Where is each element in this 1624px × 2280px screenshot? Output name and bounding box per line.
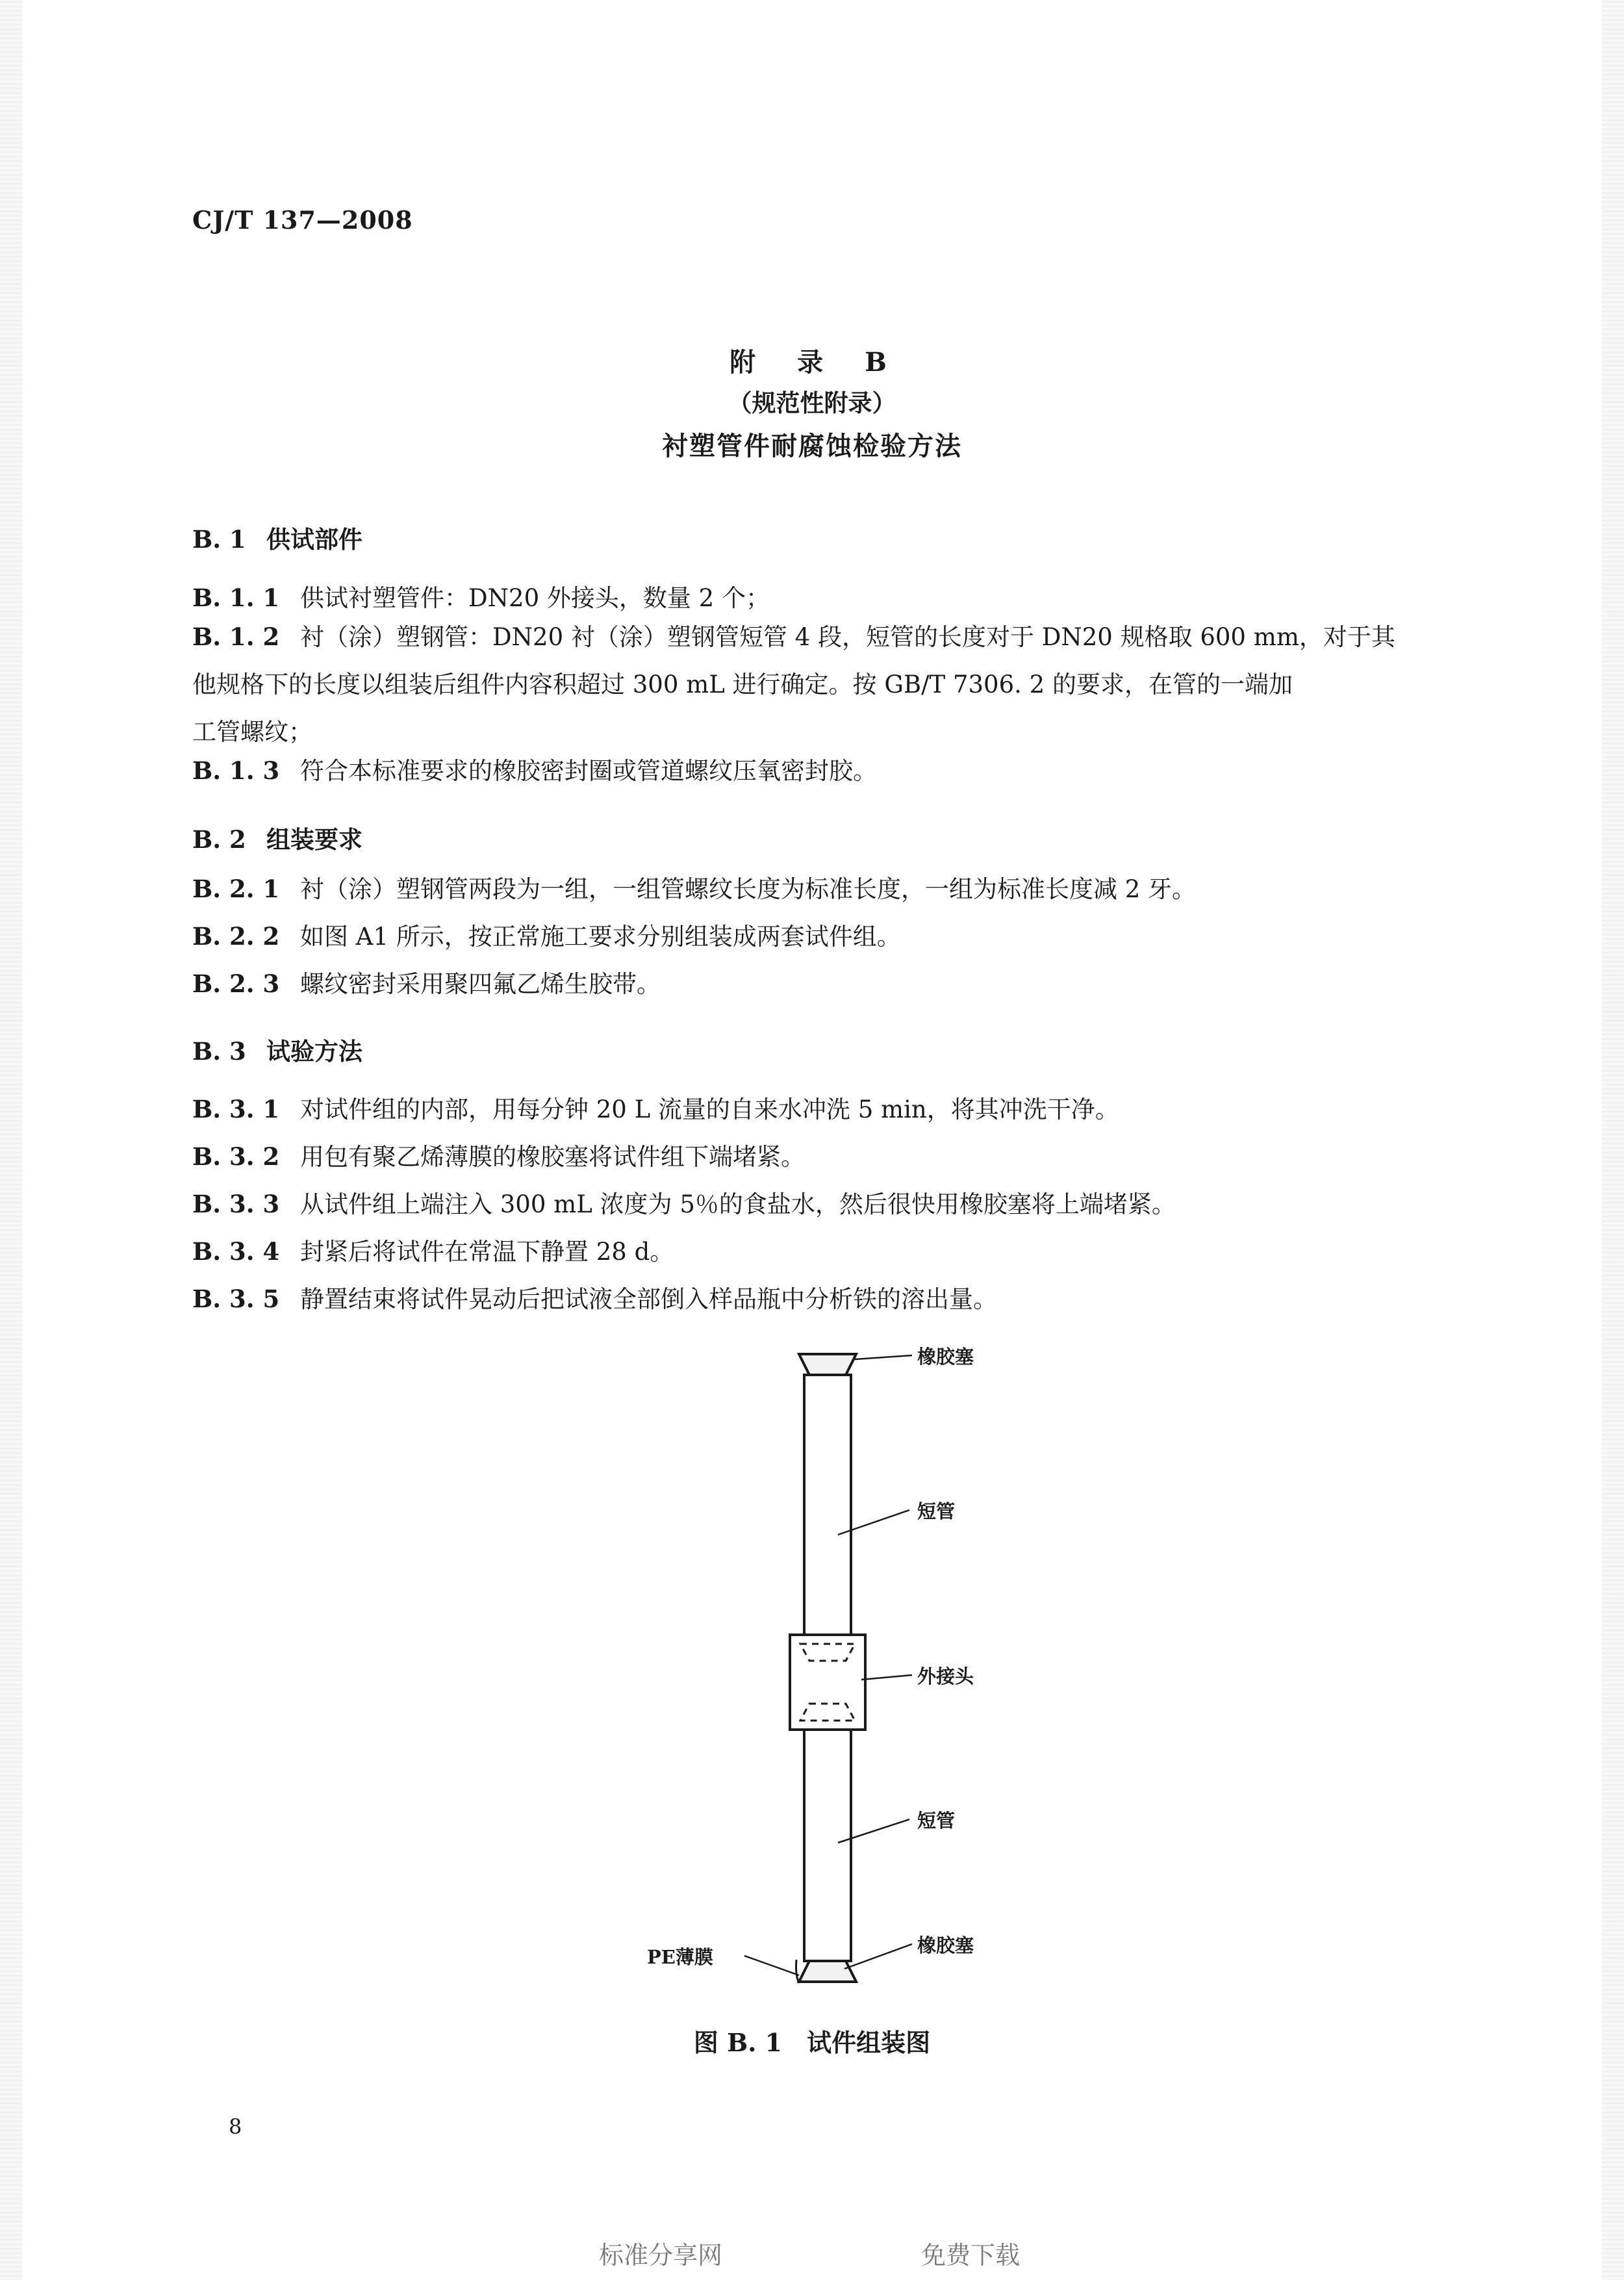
page-number: 8 <box>229 2114 242 2139</box>
section-title: 组装要求 <box>266 825 362 854</box>
section-number: B. 1 <box>192 525 246 554</box>
clause-number: B. 2. 3 <box>192 969 280 998</box>
clause-number: B. 1. 2 <box>192 622 280 651</box>
appendix-title: 附 录 B <box>730 347 894 378</box>
pe-film-shape <box>796 1960 800 1983</box>
lower-pipe-shape <box>804 1730 851 1961</box>
section-title: 试验方法 <box>266 1037 362 1066</box>
label-coupling: 外接头 <box>917 1665 974 1687</box>
clause-number: B. 3. 3 <box>192 1190 280 1218</box>
clause-number: B. 1. 1 <box>192 583 280 612</box>
clause-number: B. 3. 5 <box>192 1285 280 1313</box>
clause-number: B. 1. 3 <box>192 756 280 785</box>
footer-watermark-left: 标准分享网 <box>599 2241 723 2270</box>
section-number: B. 3 <box>192 1037 246 1066</box>
figure-caption: 图 B. 1 试件组装图 <box>693 2028 931 2057</box>
clause-text: 供试衬塑管件：DN20 外接头，数量 2 个； <box>300 584 770 612</box>
clause-text: 用包有聚乙烯薄膜的橡胶塞将试件组下端堵紧。 <box>300 1143 805 1171</box>
standard-code: CJ/T 137—2008 <box>192 205 413 235</box>
clause-text: 螺纹密封采用聚四氟乙烯生胶带。 <box>300 970 661 998</box>
clause-text: 符合本标准要求的橡胶密封圈或管道螺纹压氧密封胶。 <box>300 757 877 785</box>
clause-number: B. 3. 4 <box>192 1237 280 1266</box>
label-pe-film: PE薄膜 <box>647 1946 713 1968</box>
leader-line <box>838 1510 909 1535</box>
leader-line <box>744 1956 799 1975</box>
coupling-thread-upper <box>800 1644 855 1661</box>
clause-text: 封紧后将试件在常温下静置 28 d。 <box>300 1238 674 1266</box>
section-number: B. 2 <box>192 825 246 854</box>
clause-text: 对试件组的内部，用每分钟 20 L 流量的自来水冲洗 5 min，将其冲洗干净。 <box>300 1095 1119 1123</box>
clause-number: B. 2. 2 <box>192 922 280 951</box>
clause-text: 静置结束将试件晃动后把试液全部倒入样品瓶中分析铁的溶出量。 <box>300 1285 997 1313</box>
coupling-shape <box>790 1635 865 1730</box>
upper-pipe-shape <box>804 1375 851 1635</box>
clause-number: B. 3. 1 <box>192 1095 280 1123</box>
appendix-subtitle: （规范性附录） <box>728 389 896 417</box>
bottom-stopper-shape <box>799 1961 856 1982</box>
leader-line <box>844 1944 912 1969</box>
coupling-thread-lower <box>800 1704 855 1721</box>
leader-line <box>838 1819 909 1843</box>
label-lower-pipe: 短管 <box>917 1810 956 1832</box>
clause-text: 他规格下的长度以组装后组件内容积超过 300 mL 进行确定。按 GB/T 7306. 2 的要求，在管的一端加 <box>192 671 1293 698</box>
top-stopper-shape <box>799 1354 856 1375</box>
label-bottom-stopper: 橡胶塞 <box>917 1934 974 1956</box>
clause-text: 从试件组上端注入 300 mL 浓度为 5％的食盐水，然后很快用橡胶塞将上端堵紧。 <box>300 1190 1176 1218</box>
clause-text: 衬（涂）塑钢管：DN20 衬（涂）塑钢管短管 4 段，短管的长度对于 DN20 规格取 600 mm，对于其 <box>300 623 1395 651</box>
leader-line <box>861 1675 912 1680</box>
leader-line <box>855 1355 912 1359</box>
section-title: 供试部件 <box>266 525 362 554</box>
clause-text: 工管螺纹； <box>192 718 312 746</box>
clause-text: 衬（涂）塑钢管两段为一组，一组管螺纹长度为标准长度，一组为标准长度减 2 牙。 <box>300 875 1197 903</box>
label-top-stopper: 橡胶塞 <box>917 1346 974 1368</box>
clause-text: 如图 A1 所示，按正常施工要求分别组装成两套试件组。 <box>300 923 901 951</box>
label-upper-pipe: 短管 <box>917 1500 956 1522</box>
clause-number: B. 2. 1 <box>192 875 280 903</box>
footer-watermark-right: 免费下载 <box>921 2241 1021 2270</box>
clause-number: B. 3. 2 <box>192 1142 280 1171</box>
appendix-heading: 衬塑管件耐腐蚀检验方法 <box>662 431 962 461</box>
